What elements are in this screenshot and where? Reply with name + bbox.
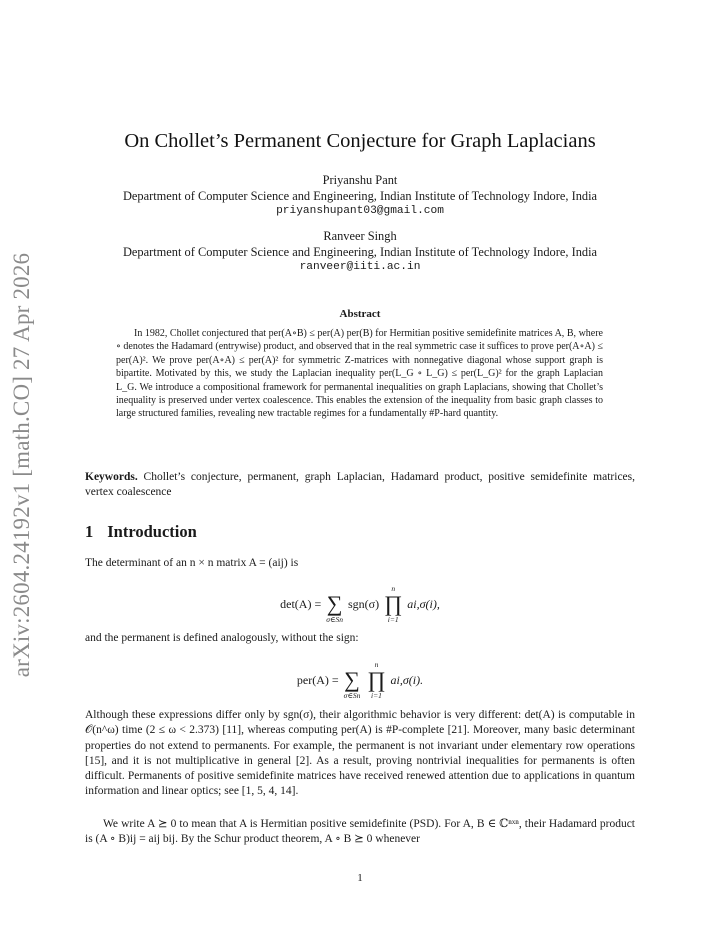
- product-symbol: ∏: [367, 667, 386, 692]
- eq-lhs: det(A) =: [280, 597, 322, 611]
- paragraph: We write A ⪰ 0 to mean that A is Hermitian positive semidefinite (PSD). For A, B ∈ ℂⁿˣⁿ, their Hadamard product is (A ∘ B)ij = aij bij. By the Schur product theorem, A ∘ B ⪰ 0 whenever: [85, 818, 635, 846]
- paragraph: Although these expressions differ only by sgn(σ), their algorithmic behavior is very different: det(A) is computable in 𝒪(n^ω) time (2 ≤ ω < 2.373) [11], whereas computing per(A) is #P-complete [21]. Moreover, many basic determinant properties do not extend to permanents. For example, the permanent is not invariant under elementary row operations [15], and it is not multiplicative in general [2]. As a result, proving nontrivial inequalities for permanents is often difficult. Permanents of positive semidefinite matrices have received renewed attention due to applications in quantum information and linear optics; see [1, 5, 4, 14].: [85, 709, 635, 798]
- product-superscript: n: [391, 584, 396, 593]
- author-email: ranveer@iiti.ac.in: [299, 261, 421, 273]
- keywords: [85, 470, 635, 500]
- section-title: Introduction: [107, 522, 197, 541]
- equation-determinant: [0, 585, 720, 624]
- abstract-text: In 1982, Chollet conjectured that per(A∘B) ≤ per(A) per(B) for Hermitian positive semidefinite matrices A, B, where ∘ denotes the Hadamard (entrywise) product, and observed that in the real symmetric case it suffices to prove per(A∘A) ≤ per(A)². We prove per(A∘A) ≤ per(A)² for symmetric Z-matrices with nonnegative diagonal whose support graph is bipartite. Motivated by this, we study the Laplacian inequality per(L_G ∘ L_G) ≤ per(L_G)² for the graph Laplacian L_G. We introduce a compositional framework for permanental inequalities on graph Laplacians, showing that Chollet’s inequality is preserved under vertex coalescence. This enables the extension of the inequality from basic graph classes to large structured families, revealing new tractable regimes for a fundamentally #P-hard quantity.: [116, 328, 603, 420]
- author-block-1: [0, 173, 720, 220]
- product-superscript: n: [374, 660, 379, 669]
- paragraph: The determinant of an n × n matrix A = (aij) is: [85, 557, 299, 569]
- paragraph: and the permanent is defined analogously, without the sign:: [85, 632, 359, 644]
- product-subscript: i=1: [387, 615, 399, 624]
- author-block-2: [0, 229, 720, 276]
- page-number: 1: [357, 872, 363, 884]
- author-affiliation: Department of Computer Science and Engineering, Indian Institute of Technology Indore, India: [122, 244, 598, 259]
- eq-term: ai,σ(i),: [407, 597, 440, 611]
- sum-subscript: σ∈Sn: [343, 691, 361, 700]
- arxiv-identifier: arXiv:2604.24192v1 [math.CO] 27 Apr 2026: [9, 252, 34, 678]
- equation-permanent: [0, 661, 720, 700]
- sum-operator: [344, 661, 361, 700]
- eq-sign-term: sgn(σ): [348, 597, 380, 611]
- author-email: priyanshupant03@gmail.com: [276, 205, 444, 217]
- product-symbol: ∏: [384, 591, 403, 616]
- keywords-label: Keywords.: [85, 471, 138, 483]
- sum-operator: [326, 585, 343, 624]
- eq-term: ai,σ(i).: [390, 673, 424, 687]
- keywords-text: Chollet’s conjecture, permanent, graph Laplacian, Hadamard product, positive semidefinite matrices, vertex coalescence: [85, 471, 636, 498]
- author-name: Priyanshu Pant: [322, 173, 398, 187]
- section-heading: [85, 522, 197, 542]
- section-number: 1: [85, 522, 94, 541]
- product-subscript: i=1: [371, 691, 382, 700]
- author-name: Ranveer Singh: [323, 229, 397, 243]
- paper-title: On Chollet’s Permanent Conjecture for Graph Laplacians: [124, 130, 596, 152]
- sum-symbol: ∑: [326, 591, 343, 616]
- sum-subscript: σ∈Sn: [326, 615, 343, 624]
- author-affiliation: Department of Computer Science and Engineering, Indian Institute of Technology Indore, India: [122, 188, 598, 203]
- product-operator: [367, 661, 385, 700]
- eq-lhs: per(A) =: [296, 673, 339, 687]
- sum-symbol: ∑: [344, 667, 360, 692]
- product-operator: [384, 585, 402, 624]
- abstract-heading: Abstract: [339, 308, 381, 320]
